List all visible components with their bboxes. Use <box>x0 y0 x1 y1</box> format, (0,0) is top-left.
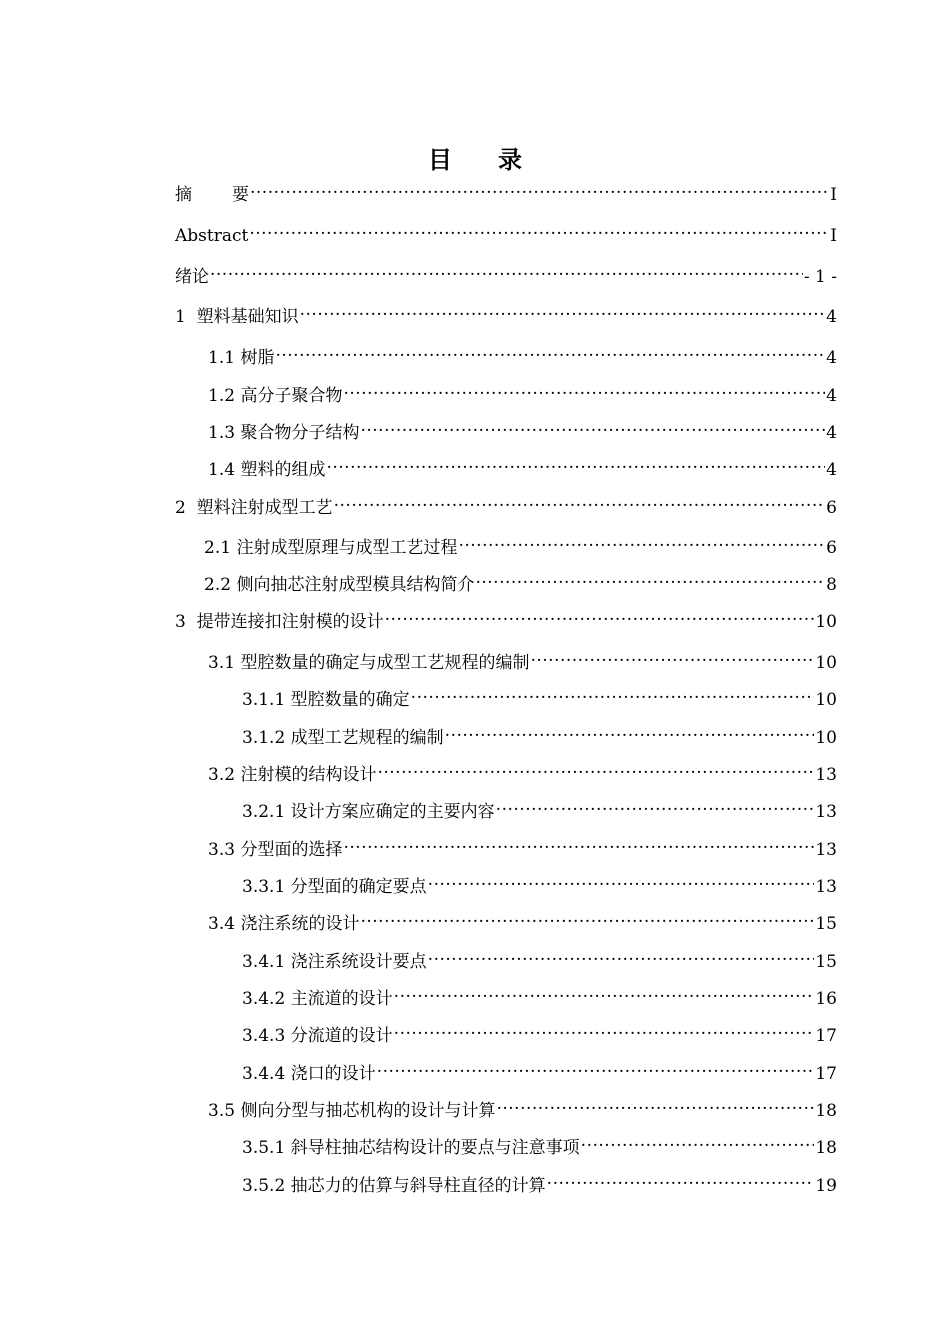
toc-entry-3-3-1[interactable] <box>242 868 837 897</box>
toc-entry-3-5-1[interactable] <box>242 1129 837 1158</box>
toc-entry-label: 3.3.1 分型面的确定要点 <box>242 877 427 897</box>
leader-dots <box>496 1092 814 1116</box>
toc-entry-label: 2 塑料注射成型工艺 <box>175 498 333 518</box>
toc-entry-label: 1 塑料基础知识 <box>175 307 299 327</box>
toc-entry-label: 3.2.1 设计方案应确定的主要内容 <box>242 802 495 822</box>
toc-entry-ch2[interactable] <box>175 489 837 518</box>
toc-entry-label: 1.4 塑料的组成 <box>208 460 326 480</box>
toc-entry-label: 1.3 聚合物分子结构 <box>208 423 360 443</box>
toc-entry-page: 4 <box>826 460 837 480</box>
toc-entry-1-3[interactable] <box>208 414 837 443</box>
leader-dots <box>475 566 825 590</box>
toc-entry-3-4-3[interactable] <box>242 1017 837 1046</box>
toc-entry-label: 1.1 树脂 <box>208 348 275 368</box>
toc-title-left: 目 <box>428 145 452 174</box>
toc-entry-page: 17 <box>815 1064 837 1084</box>
leader-dots <box>343 377 825 401</box>
toc-entry-label: 3 提带连接扣注射模的设计 <box>175 612 384 632</box>
toc-entry-ch3[interactable] <box>175 603 837 632</box>
leader-dots <box>334 489 826 513</box>
toc-entry-page: 6 <box>826 498 837 518</box>
toc-entry-label: 3.4.3 分流道的设计 <box>242 1026 393 1046</box>
toc-entry-3-4[interactable] <box>208 905 837 934</box>
toc-entry-3-3[interactable] <box>208 831 837 860</box>
toc-entry-1-4[interactable] <box>208 451 837 480</box>
toc-entry-label: 3.4.2 主流道的设计 <box>242 989 393 1009</box>
toc-entry-label: 3.5 侧向分型与抽芯机构的设计与计算 <box>208 1101 496 1121</box>
toc-entry-page: 18 <box>815 1138 837 1158</box>
leader-dots <box>343 831 814 855</box>
toc-entry-page: 16 <box>815 989 837 1009</box>
toc-entry-label: 2.2 侧向抽芯注射成型模具结构简介 <box>204 575 475 595</box>
toc-entry-3-5-2[interactable] <box>242 1167 837 1196</box>
toc-entry-1-2[interactable] <box>208 377 837 406</box>
toc-title-right: 录 <box>498 145 522 174</box>
leader-dots <box>458 529 825 553</box>
toc-entry-label: Abstract <box>175 226 249 246</box>
toc-entry-3-2-1[interactable] <box>242 793 837 822</box>
toc-entry-ch1[interactable] <box>175 298 837 327</box>
leader-dots <box>547 1167 815 1191</box>
toc-entry-2-2[interactable] <box>204 566 837 595</box>
leader-dots <box>445 719 815 743</box>
toc-entry-label: 3.3 分型面的选择 <box>208 840 343 860</box>
toc-entry-3-4-2[interactable] <box>242 980 837 1009</box>
toc-entry-label: 3.5.2 抽芯力的估算与斜导柱直径的计算 <box>242 1176 546 1196</box>
toc-entry-page: 4 <box>826 348 837 368</box>
leader-dots <box>275 339 825 363</box>
toc-entry-page: I <box>830 185 837 205</box>
toc-entry-page: 10 <box>815 653 837 673</box>
leader-dots <box>394 1017 815 1041</box>
toc-entry-page: 4 <box>826 423 837 443</box>
toc-entry-label: 绪论 <box>175 267 209 287</box>
toc-entry-page: 13 <box>815 802 837 822</box>
leader-dots <box>411 681 815 705</box>
toc-entry-page: - 1 - <box>803 267 837 287</box>
toc-entry-label: 3.1 型腔数量的确定与成型工艺规程的编制 <box>208 653 530 673</box>
leader-dots <box>250 176 829 200</box>
toc-entry-label: 3.4.4 浇口的设计 <box>242 1064 376 1084</box>
leader-dots <box>249 217 829 241</box>
leader-dots <box>210 258 803 282</box>
leader-dots <box>385 603 815 627</box>
toc-entry-3-1[interactable] <box>208 644 837 673</box>
toc-entry-page: 10 <box>815 690 837 710</box>
toc-entry-page: 13 <box>815 877 837 897</box>
leader-dots <box>530 644 814 668</box>
toc-entry-intro[interactable] <box>175 258 837 287</box>
leader-dots <box>360 414 825 438</box>
toc-entry-label: 3.5.1 斜导柱抽芯结构设计的要点与注意事项 <box>242 1138 580 1158</box>
toc-entry-page: 19 <box>815 1176 837 1196</box>
leader-dots <box>428 868 815 892</box>
toc-entry-page: 6 <box>826 538 837 558</box>
toc-entry-label: 摘 要 <box>175 185 249 205</box>
toc-entry-3-5[interactable] <box>208 1092 837 1121</box>
toc-entry-label: 3.4 浇注系统的设计 <box>208 914 360 934</box>
toc-entry-label: 3.2 注射模的结构设计 <box>208 765 377 785</box>
leader-dots <box>300 298 826 322</box>
toc-entry-2-1[interactable] <box>204 529 837 558</box>
toc-entry-3-1-1[interactable] <box>242 681 837 710</box>
leader-dots <box>360 905 814 929</box>
toc-entry-page: 10 <box>815 728 837 748</box>
leader-dots <box>496 793 815 817</box>
toc-entry-page: 17 <box>815 1026 837 1046</box>
toc-entry-page: 15 <box>815 952 837 972</box>
toc-entry-page: 4 <box>826 386 837 406</box>
toc-entry-label: 3.4.1 浇注系统设计要点 <box>242 952 427 972</box>
toc-entry-3-4-1[interactable] <box>242 943 837 972</box>
toc-entry-page: 13 <box>815 765 837 785</box>
toc-entry-label: 1.2 高分子聚合物 <box>208 386 343 406</box>
toc-entry-page: 13 <box>815 840 837 860</box>
leader-dots <box>394 980 815 1004</box>
toc-entry-3-2[interactable] <box>208 756 837 785</box>
toc-entry-page: 15 <box>815 914 837 934</box>
leader-dots <box>581 1129 815 1153</box>
toc-entry-page: I <box>830 226 837 246</box>
toc-entry-page: 18 <box>815 1101 837 1121</box>
toc-entry-page: 4 <box>826 307 837 327</box>
toc-entry-page: 10 <box>815 612 837 632</box>
toc-entry-label: 2.1 注射成型原理与成型工艺过程 <box>204 538 458 558</box>
toc-entry-label: 3.1.2 成型工艺规程的编制 <box>242 728 444 748</box>
leader-dots <box>377 756 814 780</box>
toc-entry-1-1[interactable] <box>208 339 837 368</box>
toc-title <box>0 140 950 175</box>
toc-entry-3-1-2[interactable] <box>242 719 837 748</box>
toc-entry-page: 8 <box>826 575 837 595</box>
toc-entry-abstract-en[interactable] <box>175 217 837 246</box>
toc-entry-label: 3.1.1 型腔数量的确定 <box>242 690 410 710</box>
toc-entry-abstract-cn[interactable] <box>175 176 837 205</box>
leader-dots <box>377 1055 815 1079</box>
leader-dots <box>428 943 815 967</box>
leader-dots <box>326 451 825 475</box>
toc-entry-3-4-4[interactable] <box>242 1055 837 1084</box>
